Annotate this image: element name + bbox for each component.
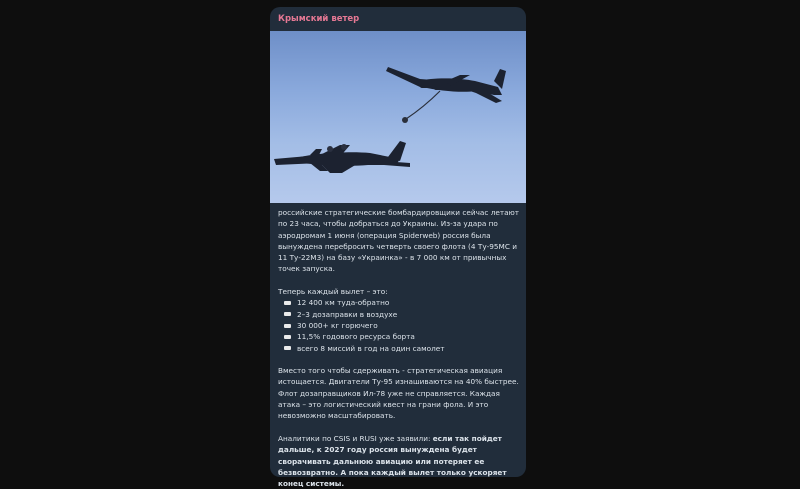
list-item-text: 2–3 дозаправки в воздухе <box>297 309 398 319</box>
post-text-bold: если так пойдет дальше, к 2027 году россия вынуждена будет сворачивать дальнюю авиацию или потеряет ее безвозвратно. А пока каждый вылет только ускоряет конец системы. <box>278 433 507 489</box>
refueling-hose <box>406 91 440 119</box>
tanker-aircraft <box>386 67 506 103</box>
list-item-text: 11,5% годового ресурса борта <box>297 332 415 342</box>
bullet-icon <box>284 301 291 305</box>
bullet-icon <box>284 335 291 339</box>
post-paragraph: российские стратегические бомбардировщики сейчас летают по 23 часа, чтобы добраться до Украины. Из-за удара по аэродромам 1 июня (операция Spiderweb) россия была вынуждена перебросить четверть своего флота (4 Ту-95МС и 11 Ту-22М3) на базу «Украинка» - в 7 000 км от привычных точек запуска. <box>278 208 519 274</box>
post-text-normal: Аналитики по CSIS и RUSI уже заявили: <box>278 433 433 443</box>
list-item-text: 30 000+ кг горючего <box>297 320 378 330</box>
list-item <box>278 343 520 354</box>
channel-name[interactable]: Крымский ветер <box>278 14 360 24</box>
list-item-text: всего 8 миссий в год на один самолет <box>297 343 445 353</box>
channel-post <box>270 7 526 489</box>
list-item <box>278 297 520 308</box>
bullet-icon <box>284 346 291 350</box>
list-item <box>278 320 520 331</box>
post-list-title: Теперь каждый вылет – это: <box>278 287 388 297</box>
post-photo[interactable] <box>270 31 526 203</box>
post-paragraph: Вместо того чтобы сдерживать - стратегическая авиация истощается. Двигатели Ту-95 изнашиваются на 40% быстрее. Флот дозаправщиков Ил-78 уже не справляется. Каждая атака – это логистический квест на грани фола. И это невозможно масштабировать. <box>278 366 519 421</box>
post-paragraph <box>278 433 520 489</box>
list-item-text: 12 400 км туда-обратно <box>297 298 390 308</box>
list-item <box>278 331 520 342</box>
list-item <box>278 309 520 320</box>
bullet-icon <box>284 312 291 316</box>
bullet-icon <box>284 324 291 328</box>
post-text <box>278 207 520 489</box>
